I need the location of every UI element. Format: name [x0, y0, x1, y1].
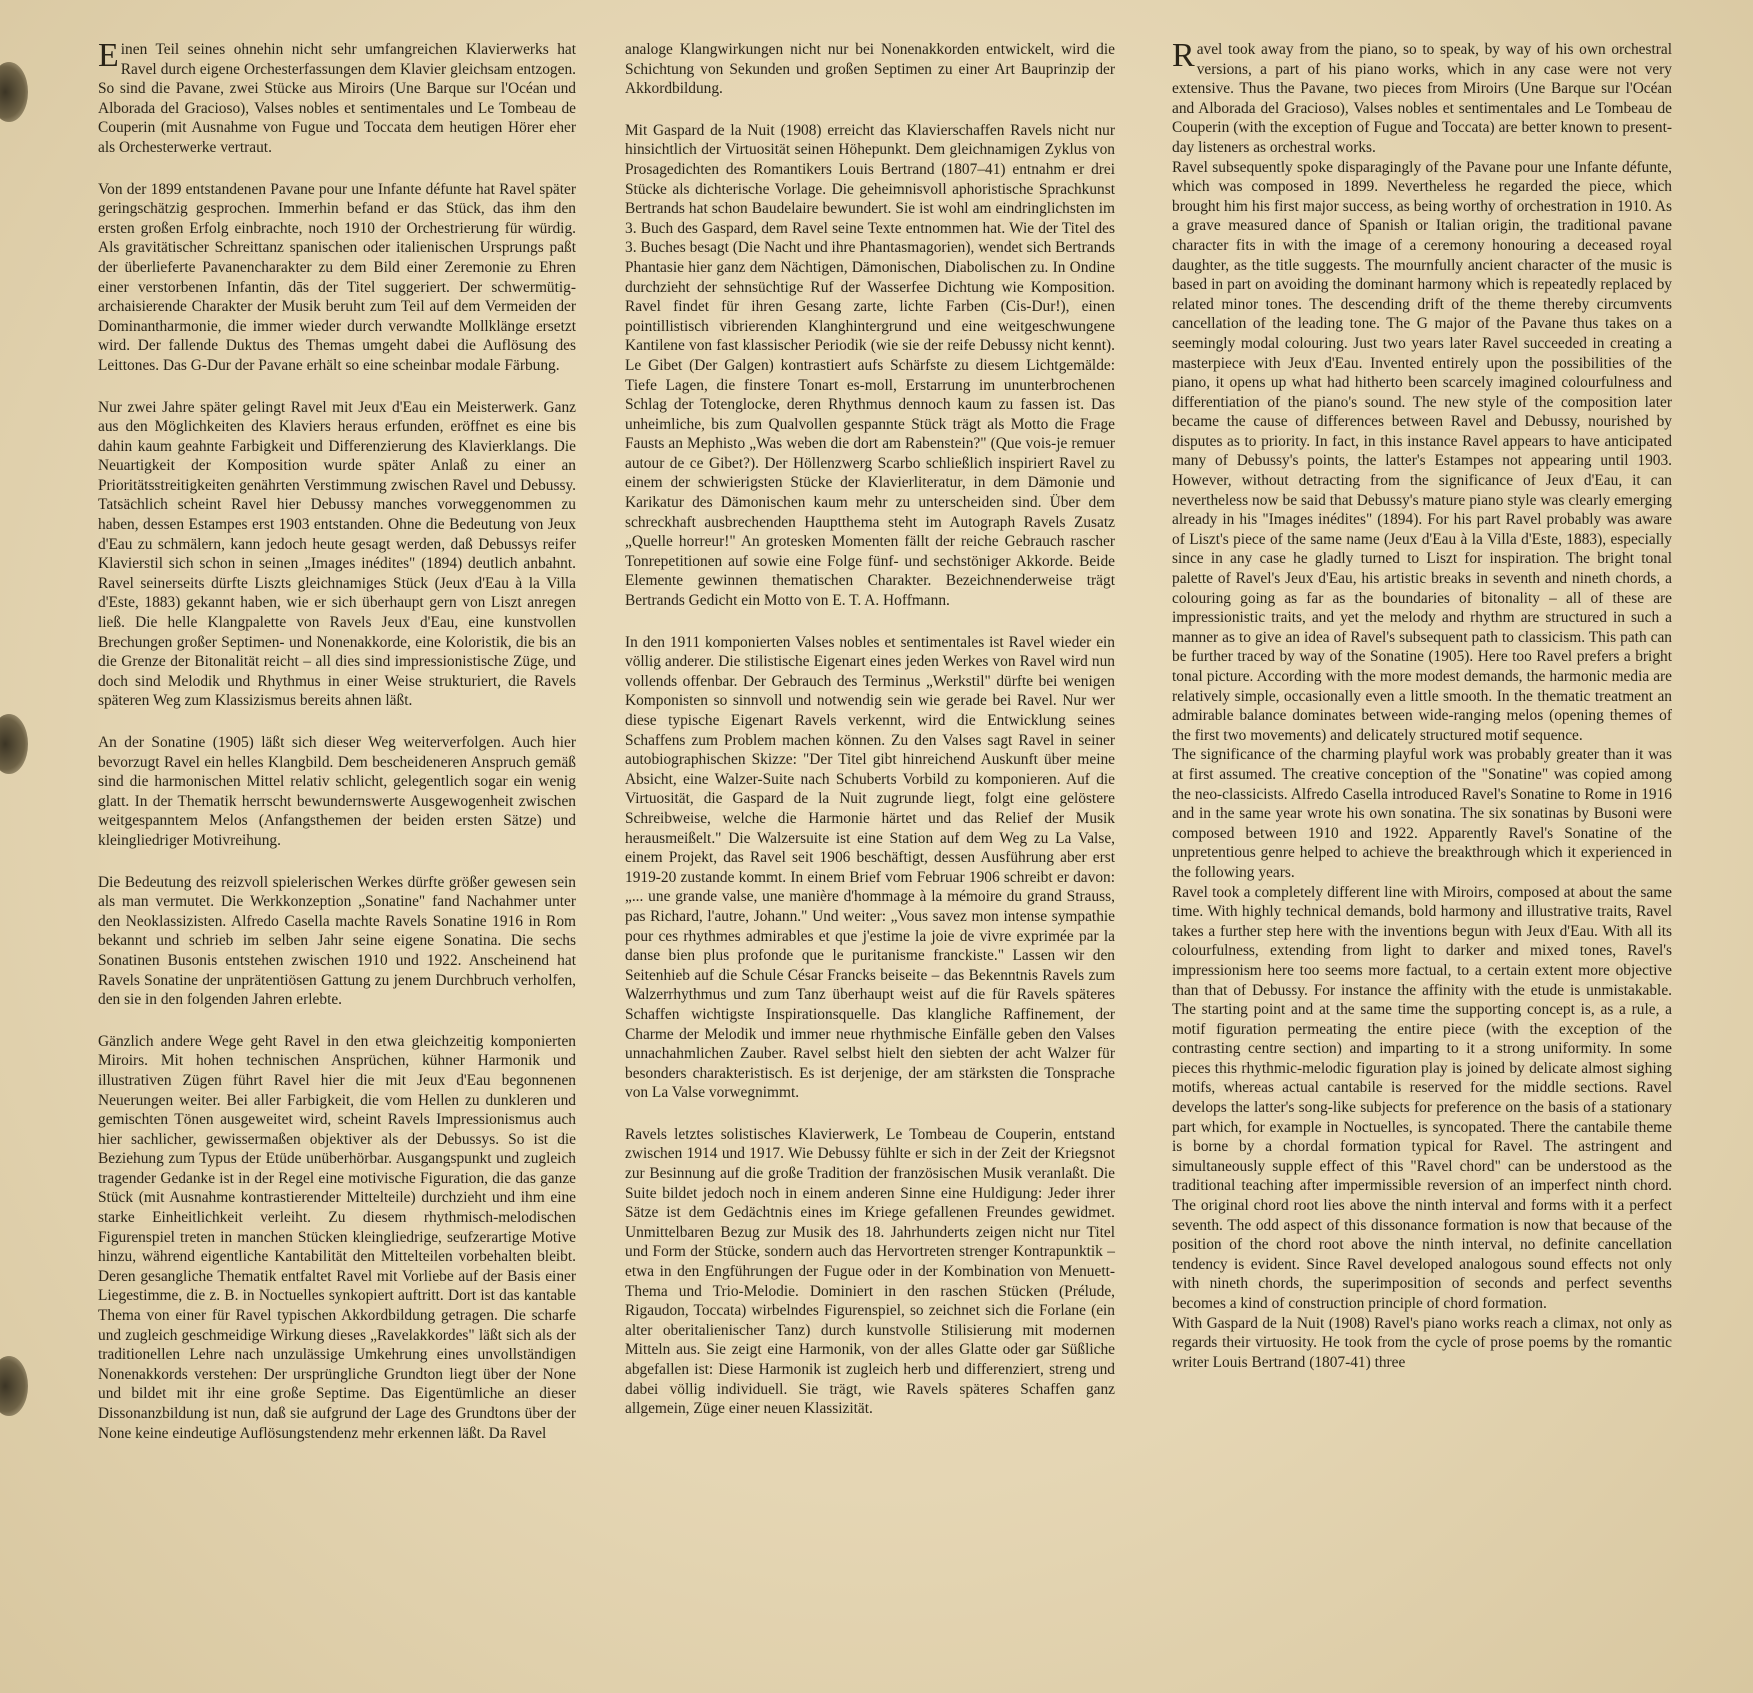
- german-paragraph: Gänzlich andere Wege geht Ravel in den etwa gleichzeitig komponierten Miroirs. Mit hohen technischen Ansprüchen, kühner Harmonik und illustrativen Zügen führt Ravel hier die mit Jeux d'Eau begonnenen Neuerungen weiter. Bei aller Farbigkeit, die vom Hellen zu dunkleren und gemischten Tönen ausgeweitet wird, scheint Ravels Impressionismus auch hier sachlicher, gewissermaßen objektiver als der Debussys. So ist die Beziehung zum Typus der Etüde unüberhörbar. Ausgangspunkt und zugleich tragender Gedanke ist in der Regel eine motivische Figuration, die das ganze Stück (mit Ausnahme kontrastierender Mittelteile) durchzieht und ihm eine starke Einheitlichkeit verleiht. Zu diesem rhythmisch-melodischen Figurenspiel treten in manchen Stücken kleingliedrige, seufzerartige Motive hinzu, während eigentliche Kantabilität den Mittelteilen vorbehalten bleibt. Deren gesangliche Thematik entfaltet Ravel mit Vorliebe auf der Basis einer Liegestimme, die z. B. in Noctuelles synkopiert auftritt. Dort ist das kantable Thema von einer für Ravel typischen Akkordbildung getragen. Die scharfe und zugleich geschmeidige Wirkung dieses „Ravelakkordes" läßt sich als der traditionellen Lehre nach unzulässige Umkehrung eines unvollständigen Nonenakkords verstehen: Der ursprüngliche Grundton liegt über der None und bildet mit ihr eine große Septime. Das Eigentümliche an dieser Dissonanzbildung ist nun, daß sie aufgrund der Lage des Grundtons über der None keine eindeutige Auflösungstendenz mehr erkennen läßt. Da Ravel: [98, 1032, 576, 1442]
- english-column: [1172, 37, 1672, 1372]
- english-paragraph: Ravel subsequently spoke disparagingly of the Pavane pour une Infante défunte, which was composed in 1899. Nevertheless he regarded the piece, which brought him his first major success, as being worthy of orchestration in 1910. As a grave measured dance of Spanish or Italian origin, the traditional pavane character fits in with the image of a ceremony honouring a deceased royal daughter, as the title suggests. The mournfully ancient character of the music is based in part on avoiding the dominant harmony which is repeatedly replaced by related minor tones. The descending drift of the theme thereby circumvents cancellation of the leading tone. The G major of the Pavane thus takes on a seemingly modal colouring. Just two years later Ravel succeeded in creating a masterpiece with Jeux d'Eau. Invented entirely upon the possibilities of the piano, it opens up what had hitherto been scarcely imagined colourfulness and differentiation of the piano's sound. The new style of the composition later became the cause of differences between Ravel and Debussy, nourished by disputes as to priority. In fact, in this instance Ravel appears to have anticipated many of Debussy's points, the latter's Estampes not appearing until 1903. However, without detracting from the significance of Jeux d'Eau, it can nevertheless now be said that Debussy's mature piano style was clearly emerging already in his "Images inédites" (1894). For his part Ravel probably was aware of Liszt's piece of the same name (Jeux d'Eau à la Villa d'Este, 1883), especially since in any case he gladly turned to Liszt for inspiration. The bright tonal palette of Ravel's Jeux d'Eau, his artistic breaks in seventh and nineth chords, a colouring going as far as the boundaries of bitonality – all of these are impressionistic traits, and yet the melody and rhythm are structured in such a manner as to give an idea of Ravel's subsequent path to classicism. This path can be further traced by way of the Sonatine (1905). Here too Ravel prefers a bright tonal picture. According with the more modest demands, the harmonic media are relatively simple, occasionally even a little smooth. In the thematic treatment an admirable balance dominates between wide-ranging melos (opening themes of the first two movements) and delicately structured motif sequence.: [1172, 158, 1672, 744]
- german-paragraph: analoge Klangwirkungen nicht nur bei Nonenakkorden entwickelt, wird die Schichtung von Sekunden und großen Septimen zu einer Art Bauprinzip der Akkordbildung.: [625, 41, 1115, 98]
- german-paragraph: An der Sonatine (1905) läßt sich dieser Weg weiterverfolgen. Auch hier bevorzugt Ravel ein helles Klangbild. Dem bescheideneren Anspruch gemäß sind die harmonischen Mittel relativ schlicht, gelegentlich sogar ein wenig glatt. In der Thematik herrscht bewundernswerte Ausgewogenheit zwischen weitgespanntem Melos (Anfangsthemen der beiden ersten Sätze) und kleingliedriger Motivreihung.: [98, 734, 576, 849]
- paragraph-text: avel took away from the piano, so to speak, by way of his own orchestral versions, a part of his piano works, which in any case were not very extensive. Thus the Pavane, two pieces from Miroirs (Une Barque sur l'Océan and Alborada del Gracioso), Valses nobles et sentimentales and Le Tombeau de Couperin (with the exception of Fugue and Toccata) are better known to present-day listeners as orchestral works.: [1172, 41, 1672, 156]
- german-paragraph: [98, 37, 576, 158]
- drop-cap: R: [1172, 37, 1195, 74]
- punch-hole: [0, 714, 28, 774]
- english-paragraph: [1172, 37, 1672, 158]
- punch-hole: [0, 1356, 28, 1416]
- german-paragraph: Nur zwei Jahre später gelingt Ravel mit Jeux d'Eau ein Meisterwerk. Ganz aus den Möglichkeiten des Klaviers heraus erfunden, eröffnet es eine bis dahin kaum geahnte Farbigkeit und Differenzierung des Klavierklangs. Die Neuartigkeit der Komposition wurde später Anlaß zu einer an Prioritätsstreitigkeiten genährten Verstimmung zwischen Ravel und Debussy. Tatsächlich scheint Ravel hier Debussy manches vorweggenommen zu haben, dessen Estampes erst 1903 entstanden. Ohne die Bedeutung von Jeux d'Eau zu schmälern, kann jedoch heute gesagt werden, daß Debussys reifer Klavierstil sich schon in seinen „Images inédites" (1894) deutlich anbahnt. Ravel seinerseits dürfte Liszts gleichnamiges Stück (Jeux d'Eau à la Villa d'Este, 1883) gekannt haben, wie er sich überhaupt gern von Liszt anregen ließ. Die helle Klangpalette von Ravels Jeux d'Eau, eine kunstvollen Brechungen großer Septimen- und Nonenakkorde, eine Koloristik, die bis an die Grenze der Bitonalität reicht – all dies sind impressionistische Züge, und doch sind Melodik und Rhythmus in einer Weise strukturiert, die Ravels späteren Weg zum Klassizismus bereits ahnen läßt.: [98, 398, 576, 710]
- german-paragraph: Von der 1899 entstandenen Pavane pour une Infante défunte hat Ravel später geringschätzig gesprochen. Immerhin befand er das Stück, das ihm den ersten großen Erfolg einbrachte, noch 1910 der Orchestrierung für würdig. Als gravitätischer Schreittanz spanischen oder italienischen Ursprungs paßt der überlieferte Pavanencharakter zu dem Bild einer Zeremonie zu Ehren einer verstorbenen Infantin, dās der Titel suggeriert. Der schwermütig-archaisierende Charakter der Musik beruht zum Teil auf dem Vermeiden der Dominantharmonie, die immer wieder durch verwandte Mollklänge ersetzt wird. Der fallende Duktus des Themas umgeht dabei die Auflösung des Leittones. Das G-Dur der Pavane erhält so eine scheinbar modale Färbung.: [98, 180, 576, 374]
- english-paragraph: The significance of the charming playful work was probably greater than it was at first assumed. The creative conception of the "Sonatine" was copied among the neo-classicists. Alfredo Casella introduced Ravel's Sonatine to Rome in 1916 and in the same year wrote his own sonatina. The six sonatinas by Busoni were composed between 1910 and 1922. Apparently Ravel's Sonatine of the unpretentious genre helped to achieve the breakthrough which it experienced in the following years.: [1172, 746, 1672, 881]
- drop-cap: E: [98, 37, 119, 74]
- english-paragraph: Ravel took a completely different line with Miroirs, composed at about the same time. With highly technical demands, bold harmony and illustrative traits, Ravel takes a further step here with the inventions begun with Jeux d'Eau. With all its colourfulness, extending from light to darker and mixed tones, Ravel's impressionism here too seems more factual, to a certain extent more objective than that of Debussy. For instance the affinity with the etude is unmistakable. The starting point and at the same time the supporting concept is, as a rule, a motif figuration permeating the entire piece (with the exception of the contrasting centre section) and imparting to it a strong uniformity. In some pieces this rhythmic-melodic figuration play is joined by delicate almost sighing motifs, whereas actual cantabile is reserved for the middle sections. Ravel develops the latter's song-like subjects for preference on the basis of a stationary part which, for example in Noctuelles, is syncopated. There the cantabile theme is borne by a chordal formation typical for Ravel. The astringent and simultaneously supple effect of this "Ravel chord" can be understood as the traditional teaching after impermissible reversion of an imperfect ninth chord. The original chord root lies above the ninth interval and forms with it a perfect seventh. The odd aspect of this dissonance formation is now that because of the position of the chord root above the ninth interval, no definite cancellation tendency is evident. Since Ravel developed analogous sound effects not only with nineth chords, the superimposition of seconds and perfect sevenths becomes a kind of construction principle of chord formation.: [1172, 883, 1672, 1312]
- punch-hole: [0, 62, 28, 122]
- german-paragraph: In den 1911 komponierten Valses nobles et sentimentales ist Ravel wieder ein völlig anderer. Die stilistische Eigenart eines jeden Werkes von Ravel wird nun vollends offenbar. Der Gebrauch des Terminus „Werkstil" dürfte bei wenigen Komponisten so sinnvoll und notwendig sein wie gerade bei Ravel. Nur wer diese typische Eigenart Ravels verkennt, wird die Entwicklung seines Schaffens zum Problem machen können. Zu den Valses sagt Ravel in seiner autobiographischen Skizze: "Der Titel gibt hinreichend Auskunft über meine Absicht, eine Walzer-Suite nach Schuberts Vorbild zu komponieren. Auf die Virtuosität, die Gaspard de la Nuit zugrunde liegt, folgt eine gelöstere Schreibweise, welche die Harmonie härtet und das Relief der Musik herausmeißelt." Die Walzersuite ist eine Station auf dem Weg zu La Valse, einem Projekt, das Ravel seit 1906 beschäftigt, dessen Ausführung aber erst 1919-20 zustande kommt. In einem Brief vom Februar 1906 schreibt er davon: „... une grande valse, une manière d'hommage à la mémoire du grand Strauss, pas Richard, l'autre, Johann." Und weiter: „Vous savez mon intense sympathie pour ces rhythmes admirables et que j'estime la joie de vivre exprimée par la danse bien plus profonde que le puritanisme franckiste." Lassen wir den Seitenhieb auf die Schule César Francks beiseite – das Bekenntnis Ravels zum Walzerrhythmus und zum Tanz überhaupt weist auf die für Ravels späteres Schaffen wichtigste Inspirationsquelle. Das klangliche Raffinement, der Charme der Melodik und immer neue rhythmische Einfälle geben den Valses unnachahmlichen Zauber. Ravel selbst hielt den siebten der acht Walzer für besonders charakteristisch. Es ist derjenige, der am stärksten die Tonsprache von La Valse vorwegnimmt.: [625, 633, 1115, 1102]
- german-column-middle: [625, 40, 1115, 1441]
- german-paragraph: Die Bedeutung des reizvoll spielerischen Werkes dürfte größer gewesen sein als man vermutet. Die Werkkonzeption „Sonatine" fand Nachahmer unter den Neoklassizisten. Alfredo Casella machte Ravels Sonatine 1916 in Rom bekannt und schrieb im selben Jahr seine eigene Sonatina. Die sechs Sonatinen Busonis entstehen zwischen 1910 und 1922. Anscheinend hat Ravels Sonatine der unprätentiösen Gattung zu jenem Durchbruch verholfen, den sie in den folgenden Jahren erlebte.: [98, 873, 576, 1009]
- german-column-left: [98, 37, 576, 1465]
- german-paragraph: Mit Gaspard de la Nuit (1908) erreicht das Klavierschaffen Ravels nicht nur hinsichtlich der Virtuosität seinen Höhepunkt. Dem gleichnamigen Zyklus von Prosagedichten des Romantikers Louis Bertrand (1807–41) entnahm er drei Stücke als dichterische Vorlage. Die geheimnisvoll aphoristische Sprachkunst Bertrands hat schon Baudelaire bewundert. Sie ist wohl am eindringlichsten im 3. Buch des Gaspard, dem Ravel seine Texte entnommen hat. Wie der Titel des 3. Buches besagt (Die Nacht und ihre Phantasmagorien), wendet sich Bertrands Phantasie hier ganz dem Nächtigen, Dämonischen, Diabolischen zu. In Ondine durchzieht der sehnsüchtige Ruf der Wasserfee Dichtung wie Komposition. Ravel findet für ihren Gesang zarte, lichte Farben (Cis-Dur!), einen pointillistisch vibrierenden Klanghintergrund und eine weitgeschwungene Kantilene von fast klassischer Periodik (wie sie der reife Debussy nicht kennt). Le Gibet (Der Galgen) kontrastiert aufs Schärfste zu diesem Lichtgemälde: Tiefe Lagen, die finstere Tonart es-moll, Erstarrung im ununterbrochenen Schlag der Totenglocke, deren Rhythmus dennoch kaum zu fassen ist. Das unheimliche, bis zum Qualvollen gespannte Stück trägt als Motto die Frage Fausts an Mephisto „Was weben die dort am Rabenstein?" (Que vois-je remuer autour de ce Gibet?). Der Höllenzwerg Scarbo schließlich inspiriert Ravel zu einem der schwierigsten Stücke der Klavierliteratur, in dem Dämonie und Karikatur des Dämonischen kaum mehr zu unterscheiden sind. Über dem schreckhaft ausbrechenden Hauptthema steht im Autograph Ravels Zusatz „Quelle horreur!" An grotesken Momenten fällt der reiche Gebrauch rascher Tonrepetitionen auf sowie eine Folge fünf- und sechstöniger Akkorde. Beide Elemente gewinnen thematischen Charakter. Bezeichnenderweise trägt Bertrands Gedicht ein Motto von E. T. A. Hoffmann.: [625, 121, 1115, 610]
- english-paragraph: With Gaspard de la Nuit (1908) Ravel's piano works reach a climax, not only as regards their virtuosity. He took from the cycle of prose poems by the romantic writer Louis Bertrand (1807-41) three: [1172, 1314, 1672, 1371]
- paragraph-text: inen Teil seines ohnehin nicht sehr umfangreichen Klavierwerks hat Ravel durch eigene Orchesterfassungen dem Klavier gleichsam entzogen. So sind die Pavane, zwei Stücke aus Miroirs (Une Barque sur l'Océan und Alborada del Gracioso), Valses nobles et sentimentales und Le Tombeau de Couperin (mit Ausnahme von Fugue und Toccata dem heutigen Hörer eher als Orchesterwerke vertraut.: [98, 41, 576, 156]
- german-paragraph: Ravels letztes solistisches Klavierwerk, Le Tombeau de Couperin, entstand zwischen 1914 und 1917. Wie Debussy fühlte er sich in der Zeit der Kriegsnot zur Besinnung auf die große Tradition der französischen Musik veranlaßt. Die Suite bildet jedoch noch in einem anderen Sinne eine Huldigung: Jeder ihrer Sätze ist dem Gedächtnis eines im Kriege gefallenen Freundes gewidmet. Unmittelbaren Bezug zur Musik des 18. Jahrhunderts zeigen nicht nur Titel und Form der Stücke, sondern auch das Hervortreten strenger Kontrapunktik – etwa in den Engführungen der Fugue oder in der Kombination von Menuett-Thema und Trio-Melodie. Dominiert in den raschen Stücken (Prélude, Rigaudon, Toccata) wirbelndes Figurenspiel, so zeichnet sich die Forlane (ein alter oberitalienischer Tanz) durch kunstvolle Stilisierung mit modernen Mitteln aus. Sie zeigt eine Harmonik, von der alles Glatte oder gar Süßliche abgefallen ist: Diese Harmonik ist zugleich herb und differenziert, streng und dabei völlig individuell. Sie trägt, wie Ravels späteres Schaffen ganz allgemein, Züge einer neuen Klassizität.: [625, 1125, 1115, 1418]
